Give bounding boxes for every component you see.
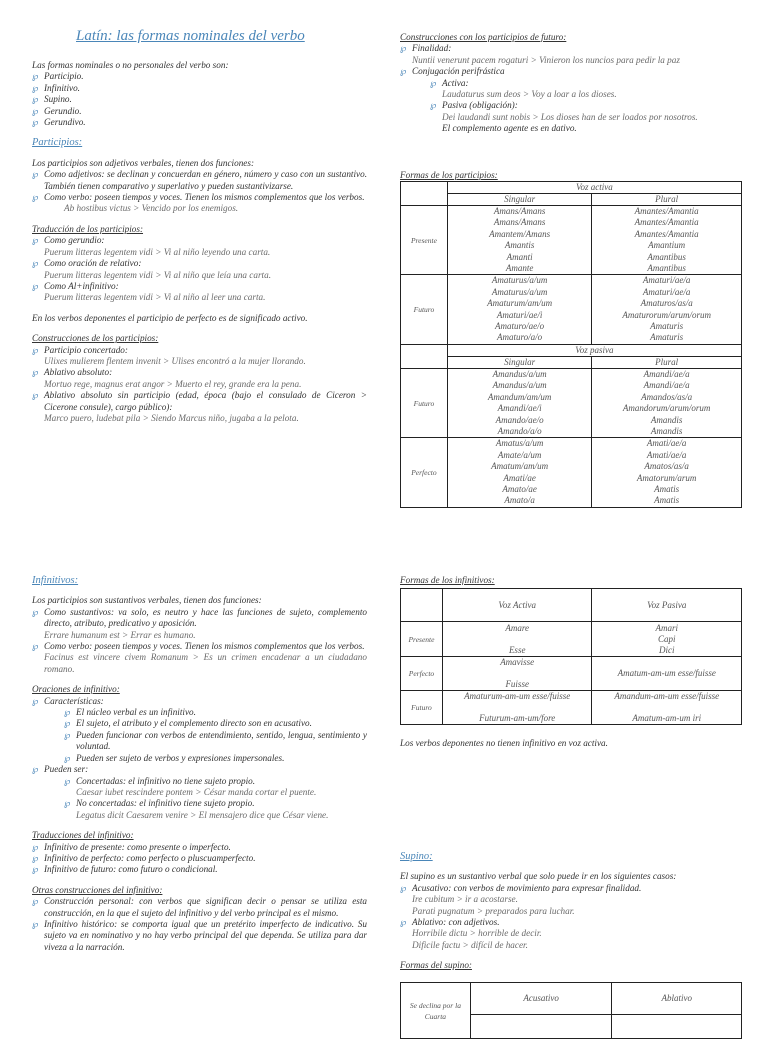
- table-cell: Amaturi/ae/a Amaturi/ae/a Amaturos/as/a Amaturorum/arum/orum Amaturis Amaturis: [592, 275, 742, 344]
- traducciones-heading: Traducciones del infinitivo:: [32, 830, 134, 841]
- list-item: ℘ Como oración de relativo: Puerum litteras legentem vidi > Vi al niño que leía una carta.: [32, 258, 367, 281]
- formas-participios-heading: Formas de los participios:: [400, 170, 498, 180]
- example-text: Ab hostibus victus > Vencido por los enemigos.: [64, 203, 239, 214]
- otras-list: [32, 896, 367, 953]
- acusativo-header: Acusativo: [470, 983, 612, 1015]
- table-cell: Amandi/ae/a Amandi/ae/a Amandos/as/a Amandorum/arum/orum Amandis Amandis: [592, 368, 742, 437]
- participios-table: [400, 181, 742, 508]
- table-cell: Amatum-am-um esse/fuisse: [592, 657, 742, 691]
- formas-infinitivos-heading: Formas de los infinitivos:: [400, 575, 495, 585]
- table-cell: Amati/ae/a Amati/ae/a Amatos/as/a Amatorum/arum Amatis Amatis: [592, 438, 742, 507]
- left-column-bottom: [32, 575, 367, 953]
- infinitivos-heading: Infinitivos:: [32, 575, 79, 586]
- list-item: ℘ Gerundivo.: [32, 117, 367, 128]
- page-title: Latín: las formas nominales del verbo: [76, 28, 305, 44]
- voz-pasiva-header: Voz pasiva: [447, 344, 741, 356]
- table-corner: [401, 589, 443, 622]
- list-item: ℘ Supino.: [32, 94, 367, 105]
- list-item: ℘ Participio.: [32, 71, 367, 82]
- infinitivos-list: [32, 607, 367, 675]
- table-cell: [470, 1015, 612, 1039]
- singular-header: Singular: [447, 194, 592, 206]
- list-item: ℘ Infinitivo de presente: como presente o imperfecto.: [32, 842, 367, 853]
- pueden-ser-list: [64, 776, 367, 822]
- left-column-top: [32, 60, 367, 424]
- list-item: ℘ Pasiva (obligación): Dei laudandi sunt nobis > Los dioses han de ser loados por nosotros. El complemento agente es en dativo.: [430, 100, 738, 134]
- supino-heading: Supino:: [400, 851, 433, 862]
- list-item: ℘ Como adjetivos: se declinan y concuerdan en género, número y caso con un sustantivo. También tienen comparativo y superlativo y pueden sustantivizarse.: [32, 169, 367, 192]
- list-item: ℘ Ablativo absoluto sin participio (edad, época (bajo el consulado de Ciceron > Cicerone consule), cargo público): Marco puero, ludebat pila > Siendo Marcus niño, jugaba a la pelota.: [32, 390, 367, 424]
- formas-supino-heading: Formas del supino:: [400, 960, 472, 971]
- list-item: ℘ Como verbo: poseen tiempos y voces. Tienen los mismos complementos que los verbos. Facinus est vincere civem Romanum > Es un crimen encadenar a un ciudadano romano.: [32, 641, 367, 675]
- oraciones-list: [32, 696, 367, 821]
- table-corner: [401, 344, 448, 368]
- participios-text: Los participios son adjetivos verbales, tienen dos funciones:: [32, 157, 255, 168]
- table-cell: Amaturus/a/um Amaturus/a/um Amaturum/am/um Amaturi/ae/i Amaturo/ae/o Amaturo/a/o: [447, 275, 592, 344]
- participios-heading: Participios:: [32, 137, 83, 149]
- list-item: ℘ Activa: Laudaturus sum deos > Voy a loar a los dioses.: [430, 78, 738, 101]
- right-column-top: [400, 32, 738, 135]
- list-item: ℘ Gerundio.: [32, 106, 367, 117]
- table-cell: [612, 1015, 742, 1039]
- list-item: ℘ Infinitivo.: [32, 83, 367, 94]
- intro-list: [32, 71, 367, 128]
- list-item: ℘ Ablativo absoluto: Mortuo rege, magnus erat angor > Muerto el rey, grande era la pena.: [32, 367, 367, 390]
- voz-activa-header: Voz Activa: [442, 589, 592, 622]
- list-item: ℘ El sujeto, el atributo y el complemento directo son en acusativo.: [64, 718, 367, 729]
- table-cell: Amatus/a/um Amate/a/um Amatum/am/um Amati/ae Amato/ae Amato/a: [447, 438, 592, 507]
- ablativo-header: Ablativo: [612, 983, 742, 1015]
- perifrastica-list: [430, 78, 738, 135]
- row-label: Futuro: [401, 368, 448, 437]
- list-item: ℘ Concertadas: el infinitivo no tiene sujeto propio. Caesar iubet rescindere pontem > César manda cortar el puente.: [64, 776, 367, 799]
- voz-pasiva-header: Voz Pasiva: [592, 589, 742, 622]
- table-cell: Amaturum-am-um esse/fuisse Futurum-am-um/fore: [442, 691, 592, 725]
- list-item: ℘ Como gerundio: Puerum litteras legentem vidi > Vi al niño leyendo una carta.: [32, 235, 367, 258]
- row-label: Futuro: [401, 691, 443, 725]
- table-cell: Amandus/a/um Amandus/a/um Amandum/am/um Amandi/ae/i Amando/ae/o Amando/a/o: [447, 368, 592, 437]
- row-label: Perfecto: [401, 657, 443, 691]
- row-label: Futuro: [401, 275, 448, 344]
- table-cell: Amavisse Fuisse: [442, 657, 592, 691]
- row-label: Se declina por la Cuarta: [401, 983, 471, 1039]
- table-cell: Amare Esse: [442, 622, 592, 657]
- futuro-heading: Construcciones con los participios de futuro:: [400, 32, 567, 42]
- table-cell: Amari Capi Dici: [592, 622, 742, 657]
- table-cell: Amans/Amans Amans/Amans Amantem/Amans Amantis Amanti Amante: [447, 206, 592, 275]
- deponentes-note: En los verbos deponentes el participio de perfecto es de significado activo.: [32, 312, 308, 323]
- list-item: ℘ Ablativo: con adjetivos. Horribile dictu > horrible de decir. Dificile factu > difícil de hacer.: [400, 917, 740, 951]
- row-label: Presente: [401, 206, 448, 275]
- infinitivos-deponentes-note: Los verbos deponentes no tienen infinitivo en voz activa.: [400, 738, 608, 748]
- list-item: ℘ Participio concertado: Ulixes mulierem flentem invenit > Ulises encontró a la mujer llorando.: [32, 345, 367, 368]
- list-item: ℘ Como sustantivos: va solo, es neutro y hace las funciones de sujeto, complemento directo, atributo, predicativo y aposición. Errare humanum est > Errar es humano.: [32, 607, 367, 641]
- supino-text: El supino es un sustantivo verbal que solo puede ir en los siguientes casos:: [400, 871, 677, 882]
- traduccion-list: [32, 235, 367, 303]
- list-item: ℘ Infinitivo histórico: se comporta igual que un pretérito imperfecto de indicativo. Su sujeto va en nominativo y no hay verbo principal del que dependa. Se utiliza para dar viveza a la narración.: [32, 919, 367, 953]
- plural-header: Plural: [592, 194, 742, 206]
- infinitivos-table: [400, 588, 742, 725]
- oraciones-heading: Oraciones de infinitivo:: [32, 684, 120, 695]
- list-item: ℘ Acusativo: con verbos de movimiento para expresar finalidad. Ire cubitum > ir a acostarse. Parati pugnatum > preparados para luchar.: [400, 883, 740, 917]
- table-cell: Amandum-am-um esse/fuisse Amatum-am-um iri: [592, 691, 742, 725]
- otras-heading: Otras construcciones del infinitivo:: [32, 884, 163, 895]
- list-item: ℘ Finalidad: Nuntii venerunt pacem rogaturi > Vinieron los nuncios para pedir la paz: [400, 43, 738, 66]
- list-item: ℘ Pueden funcionar con verbos de entendimiento, sentido, lengua, sentimiento y voluntad.: [64, 730, 367, 753]
- futuro-list: [400, 43, 738, 134]
- supino-table: [400, 982, 742, 1039]
- plural-header: Plural: [592, 356, 742, 368]
- participios-list: [32, 169, 367, 203]
- list-item: ℘ Infinitivo de futuro: como futuro o condicional.: [32, 864, 367, 875]
- supino-list: [400, 883, 740, 951]
- list-item: ℘ El núcleo verbal es un infinitivo.: [64, 707, 367, 718]
- list-item: ℘ Como Al+infinitivo: Puerum litteras legentem vidi > Vi al niño al leer una carta.: [32, 281, 367, 304]
- row-label: Presente: [401, 622, 443, 657]
- table-corner: [401, 182, 448, 206]
- intro-text: Las formas nominales o no personales del verbo son:: [32, 60, 229, 70]
- list-item: ℘ Pueden ser: ℘ Concertadas: el infinitivo no tiene sujeto propio. Caesar iubet rescindere pontem > César manda cortar el puente. ℘ No concertadas: el infinitivo tiene sujeto propio. Legatus dicit Caesarem venire > El mensajero dice que César viene.: [32, 764, 367, 821]
- traduccion-heading: Traducción de los participios:: [32, 223, 144, 234]
- list-item: ℘ Como verbo: poseen tiempos y voces. Tienen los mismos complementos que los verbos.: [32, 192, 367, 203]
- infinitivos-text: Los participios son sustantivos verbales, tienen dos funciones:: [32, 595, 262, 606]
- singular-header: Singular: [447, 356, 592, 368]
- list-item: ℘ Pueden ser sujeto de verbos y expresiones impersonales.: [64, 753, 367, 764]
- table-cell: Amantes/Amantia Amantes/Amantia Amantes/Amantia Amantium Amantibus Amantibus: [592, 206, 742, 275]
- list-item: ℘ Infinitivo de perfecto: como perfecto o pluscuamperfecto.: [32, 853, 367, 864]
- list-item: ℘ No concertadas: el infinitivo tiene sujeto propio. Legatus dicit Caesarem venire > El mensajero dice que César viene.: [64, 798, 367, 821]
- right-column-supino: [400, 851, 740, 972]
- construcciones-heading: Construcciones de los participios:: [32, 333, 159, 344]
- construcciones-list: [32, 345, 367, 425]
- row-label: Perfecto: [401, 438, 448, 507]
- caracteristicas-list: [64, 707, 367, 764]
- list-item: ℘ Características: ℘ El núcleo verbal es un infinitivo. ℘ El sujeto, el atributo y el complemento directo son en acusativo. ℘ Pueden funcionar con verbos de entendimiento, sentido, lengua, sentimiento y voluntad. ℘ Pueden ser sujeto de verbos y expresiones impersonales.: [32, 696, 367, 764]
- traducciones-list: [32, 842, 367, 876]
- list-item: ℘ Conjugación perifrástica ℘ Activa: Laudaturus sum deos > Voy a loar a los dioses. ℘ Pasiva (obligación): Dei laudandi sunt nobis > Los dioses han de ser loados por nosotros. El complemento agente es en dativo.: [400, 66, 738, 134]
- voz-activa-header: Voz activa: [447, 182, 741, 194]
- list-item: ℘ Construcción personal: con verbos que significan decir o pensar se utiliza esta construcción, en la que el sujeto del infinitivo y del verbo principal es el mismo.: [32, 896, 367, 919]
